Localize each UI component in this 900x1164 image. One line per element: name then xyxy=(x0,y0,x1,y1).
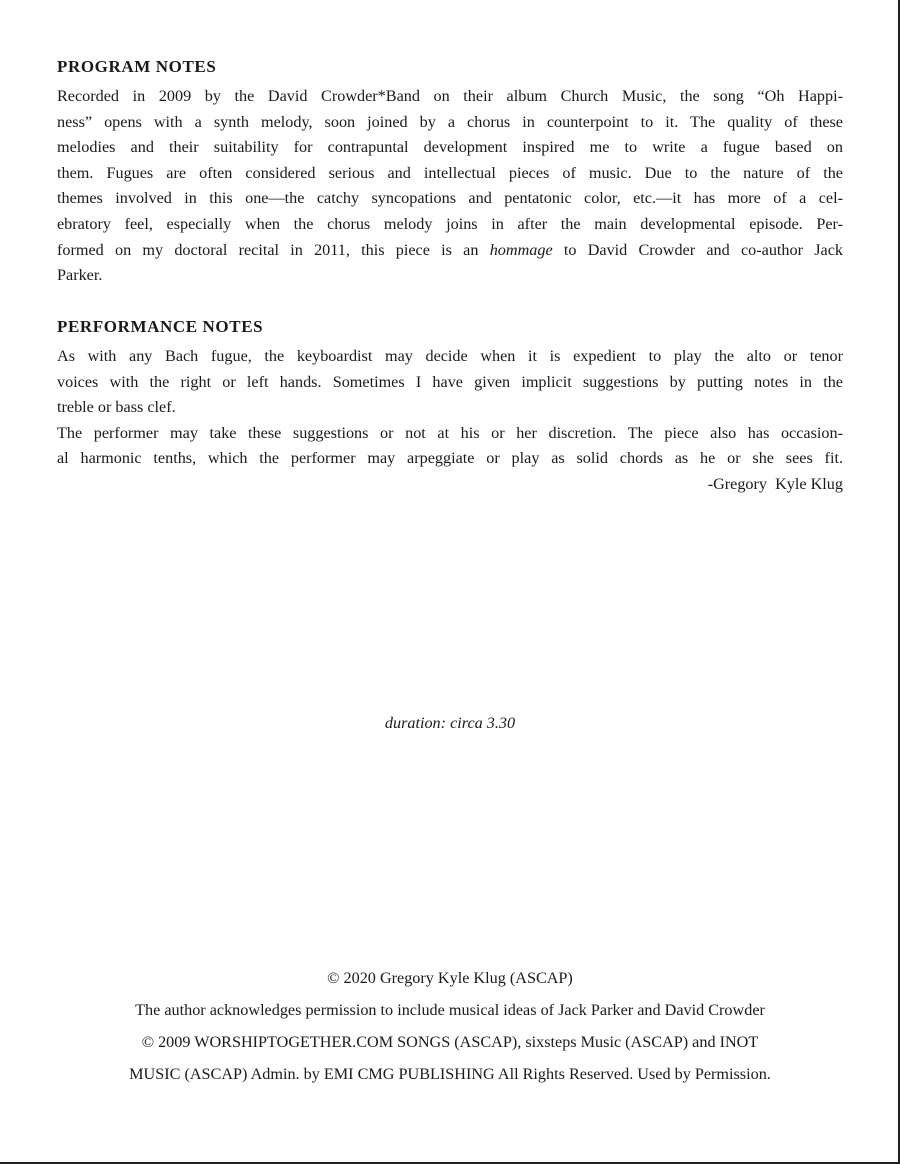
copyright-line: © 2020 Gregory Kyle Klug (ASCAP) xyxy=(327,969,573,987)
performance-notes-line: treble or bass clef. xyxy=(57,398,176,417)
performance-notes-line: al harmonic tenths, which the performer may arpeggiate or play as solid chords as he or she sees fit. xyxy=(57,449,843,468)
performance-notes-line: voices with the right or left hands. Sometimes I have given implicit suggestions by putting notes in the xyxy=(57,372,843,391)
program-notes-line: Recorded in 2009 by the David Crowder*Band on their album Church Music, the song “Oh Happi- xyxy=(57,87,843,105)
performance-notes-paragraph xyxy=(57,344,843,472)
duration-note: duration: circa 3.30 xyxy=(384,714,516,732)
program-notes-section xyxy=(57,56,843,289)
publisher-line: © 2009 WORSHIPTOGETHER.COM SONGS (ASCAP), sixsteps Music (ASCAP) and INOT xyxy=(141,1033,759,1051)
program-notes-line: Parker. xyxy=(57,266,103,285)
rights-line: MUSIC (ASCAP) Admin. by EMI CMG PUBLISHING All Rights Reserved. Used by Permission. xyxy=(129,1065,771,1083)
performance-notes-line: The performer may take these suggestions or not at his or her discretion. The piece also has occasion- xyxy=(57,423,843,442)
performance-notes-heading: PERFORMANCE NOTES xyxy=(57,317,264,336)
program-notes-text: formed on my doctoral recital in 2011, this piece is an xyxy=(57,240,490,259)
program-notes-heading: PROGRAM NOTES xyxy=(57,57,217,76)
permission-line: The author acknowledges permission to include musical ideas of Jack Parker and David Crowder xyxy=(135,1001,765,1019)
performance-notes-section xyxy=(57,316,843,498)
program-notes-line xyxy=(57,238,843,264)
performance-notes-line: As with any Bach fugue, the keyboardist may decide when it is expedient to play the alto or tenor xyxy=(57,347,843,365)
copyright-footer xyxy=(40,962,860,1090)
author-signature: -Gregory Kyle Klug xyxy=(707,474,843,493)
program-notes-line: them. Fugues are often considered serious and intellectual pieces of music. Due to the nature of the xyxy=(57,163,843,182)
program-notes-text: to David Crowder and co-author Jack xyxy=(552,240,843,259)
program-notes-line: ebratory feel, especially when the chorus melody joins in after the main developmental episode. Per- xyxy=(57,214,843,233)
program-notes-line: themes involved in this one—the catchy syncopations and pentatonic color, etc.—it has more of a cel- xyxy=(57,189,843,208)
program-notes-line: melodies and their suitability for contrapuntal development inspired me to write a fugue based on xyxy=(57,138,843,157)
program-notes-line: ness” opens with a synth melody, soon joined by a chorus in counterpoint to it. The quality of these xyxy=(57,112,843,131)
program-notes-paragraph xyxy=(57,84,843,289)
hommage-italic: hommage xyxy=(489,240,553,259)
